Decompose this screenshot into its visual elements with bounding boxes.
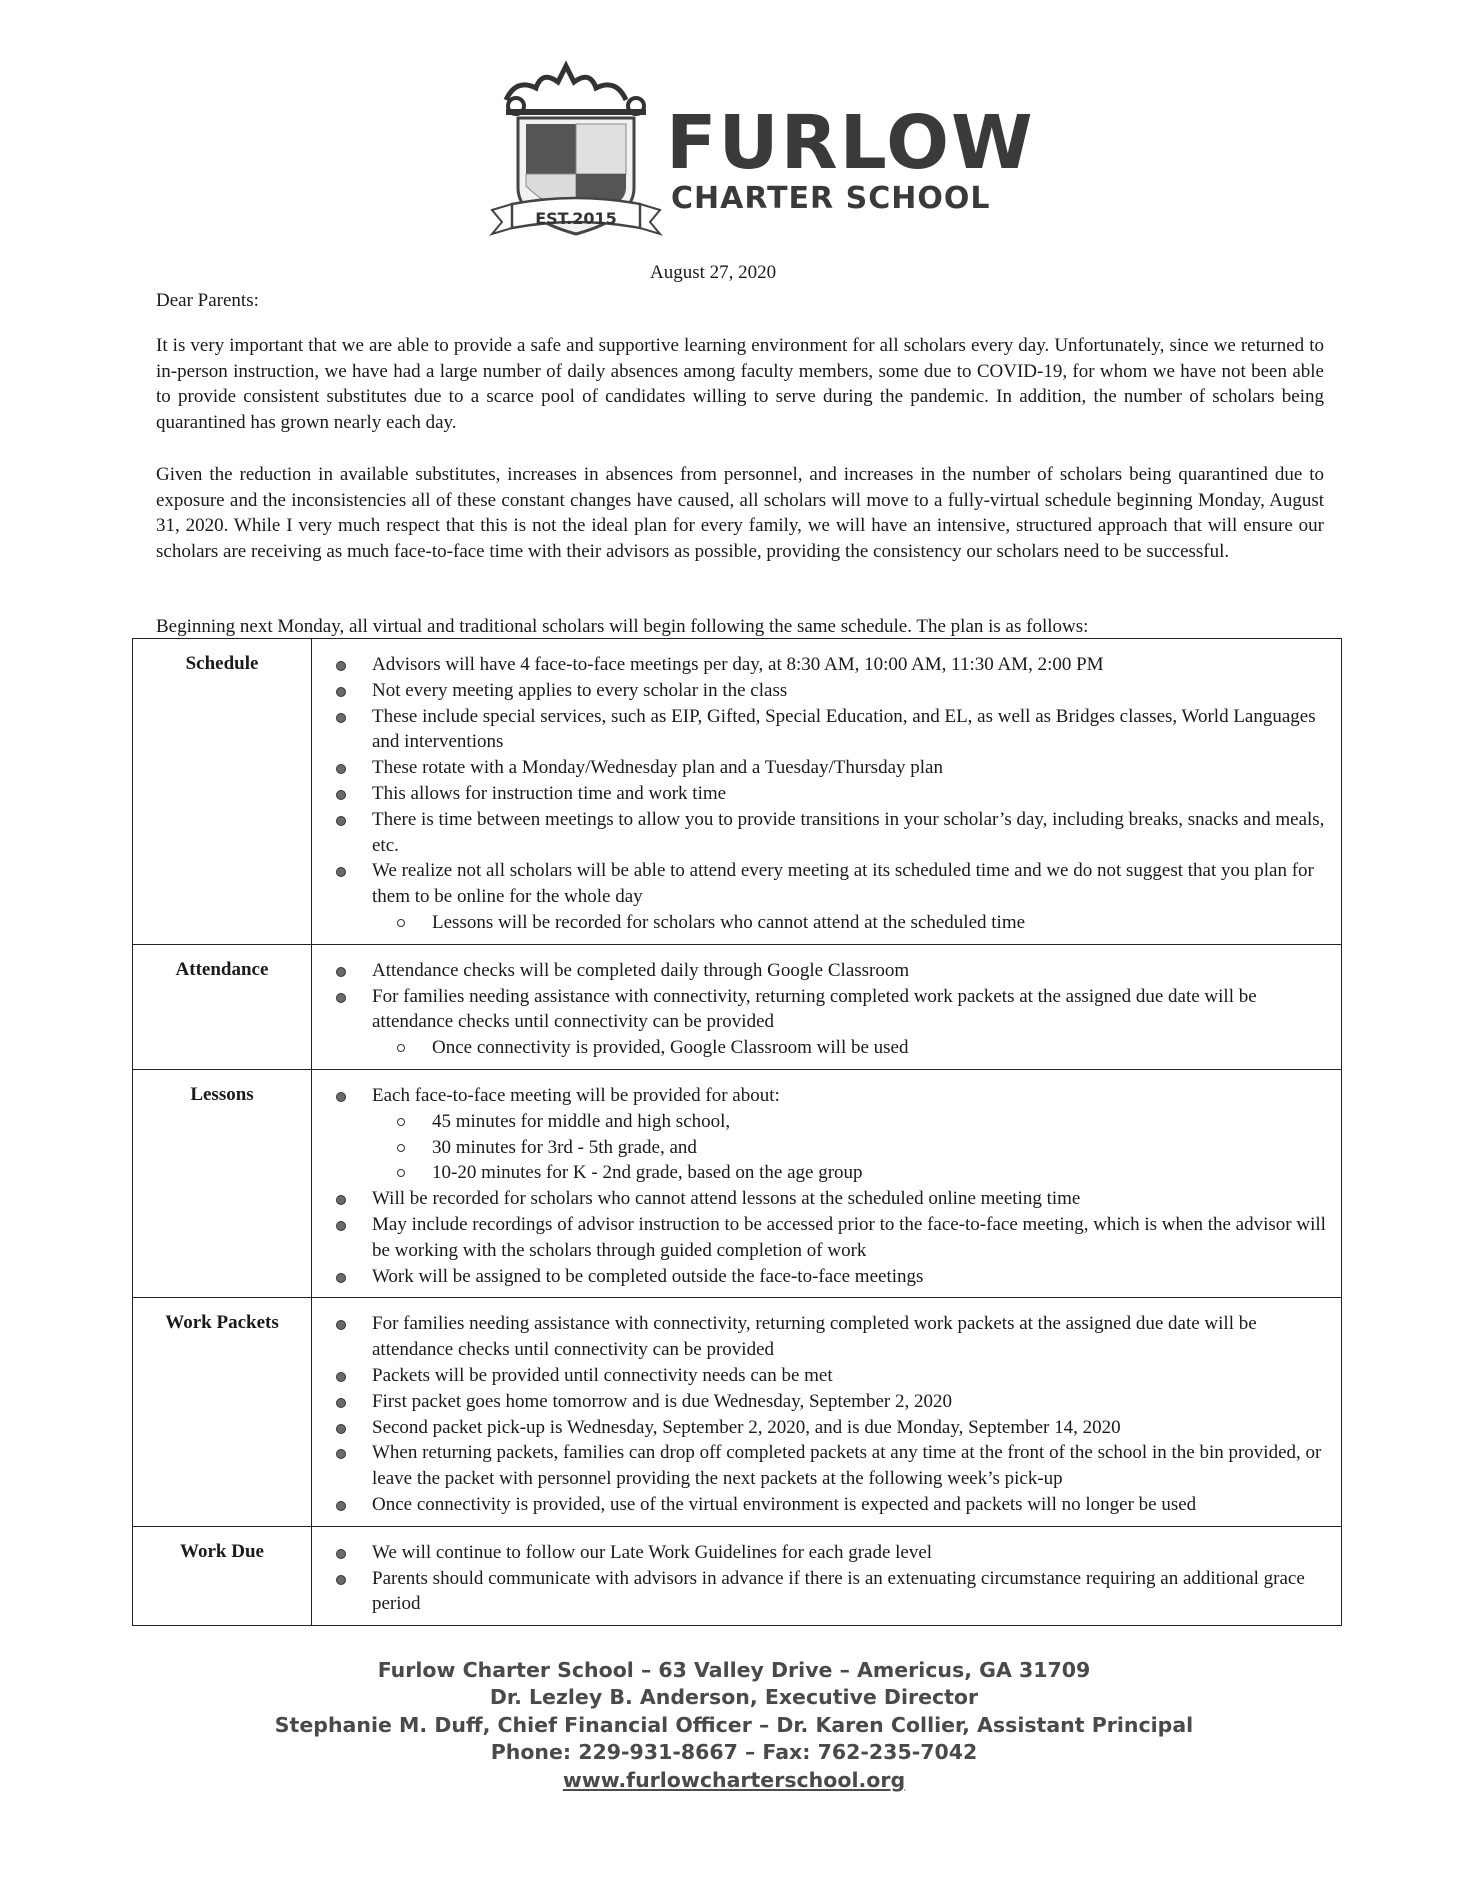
footer-staff: Stephanie M. Duff, Chief Financial Officer – Dr. Karen Collier, Assistant Principal	[274, 1712, 1194, 1737]
plan-table	[132, 638, 1342, 1626]
footer	[0, 1657, 1468, 1794]
school-logo	[486, 60, 1035, 250]
footer-director: Dr. Lezley B. Anderson, Executive Director	[489, 1685, 979, 1710]
footer-phone-fax: Phone: 229-931-8667 – Fax: 762-235-7042	[490, 1740, 978, 1765]
list-item: Each face-to-face meeting will be provided for about:	[320, 1083, 1333, 1109]
sub-list-item: Lessons will be recorded for scholars who cannot attend at the scheduled time	[320, 910, 1333, 936]
list-item: These rotate with a Monday/Wednesday plan and a Tuesday/Thursday plan	[320, 755, 1333, 781]
list-item: We realize not all scholars will be able to attend every meeting at its scheduled time and we do not suggest that you plan for them to be online for the whole day	[320, 858, 1333, 910]
list-item: These include special services, such as EIP, Gifted, Special Education, and EL, as well as Bridges classes, World Languages and interventions	[320, 704, 1333, 756]
letter-date: August 27, 2020	[650, 262, 777, 283]
category-label: Schedule	[133, 639, 312, 945]
sub-list-item: 45 minutes for middle and high school,	[320, 1109, 1333, 1135]
paragraph-2: Given the reduction in available substitutes, increases in absences from personnel, and increases in the number of scholars being quarantined due to exposure and the inconsistencies all of these constant changes have caused, all scholars will move to a fully-virtual schedule beginning Monday, August 31, 2020. While I very much respect that this is not the ideal plan for every family, we will have an intensive, structured approach that will ensure our scholars are receiving as much face-to-face time with their advisors as possible, providing the consistency our scholars need to be successful.	[156, 464, 1324, 562]
list-item: When returning packets, families can drop off completed packets at any time at the front of the school in the bin provided, or leave the packet with personnel providing the next packets at the following week’s pick-up	[320, 1440, 1333, 1492]
list-item: Parents should communicate with advisors in advance if there is an extenuating circumstance requiring an additional grace period	[320, 1566, 1333, 1618]
category-items	[312, 944, 1342, 1069]
table-row-schedule	[133, 639, 1342, 945]
table-row-work-packets	[133, 1298, 1342, 1526]
list-item: May include recordings of advisor instruction to be accessed prior to the face-to-face meeting, which is when the advisor will be working with the scholars through guided completion of work	[320, 1212, 1333, 1264]
list-item: Not every meeting applies to every scholar in the class	[320, 678, 1333, 704]
paragraph-1: It is very important that we are able to provide a safe and supportive learning environment for all scholars every day. Unfortunately, since we returned to in-person instruction, we have had a large number of daily absences among faculty members, some due to COVID-19, for whom we have not been able to provide consistent substitutes due to a scarce pool of candidates willing to serve during the pandemic. In addition, the number of scholars being quarantined has grown nearly each day.	[156, 335, 1324, 433]
list-item: Once connectivity is provided, use of the virtual environment is expected and packets will no longer be used	[320, 1492, 1333, 1518]
crest-icon	[486, 60, 666, 250]
list-item: This allows for instruction time and work time	[320, 781, 1333, 807]
category-label: Work Due	[133, 1526, 312, 1625]
school-name: FURLOW	[666, 100, 1035, 186]
list-item: Work will be assigned to be completed outside the face-to-face meetings	[320, 1264, 1333, 1290]
category-items	[312, 1526, 1342, 1625]
category-label: Attendance	[133, 944, 312, 1069]
category-items	[312, 1069, 1342, 1297]
list-item: Advisors will have 4 face-to-face meetings per day, at 8:30 AM, 10:00 AM, 11:30 AM, 2:00 PM	[320, 652, 1333, 678]
website-link[interactable]: www.furlowcharterschool.org	[562, 1767, 906, 1792]
list-item: Attendance checks will be completed daily through Google Classroom	[320, 958, 1333, 984]
school-subtitle: CHARTER SCHOOL	[671, 181, 991, 216]
category-label: Work Packets	[133, 1298, 312, 1526]
list-item: For families needing assistance with connectivity, returning completed work packets at the assigned due date will be attendance checks until connectivity can be provided	[320, 1311, 1333, 1363]
salutation: Dear Parents:	[156, 290, 259, 311]
category-label: Lessons	[133, 1069, 312, 1297]
list-item: Second packet pick-up is Wednesday, September 2, 2020, and is due Monday, September 14, 2020	[320, 1415, 1333, 1441]
list-item: First packet goes home tomorrow and is due Wednesday, September 2, 2020	[320, 1389, 1333, 1415]
footer-address: Furlow Charter School – 63 Valley Drive – Americus, GA 31709	[377, 1658, 1091, 1682]
table-row-lessons	[133, 1069, 1342, 1297]
sub-list-item: 30 minutes for 3rd - 5th grade, and	[320, 1135, 1333, 1161]
sub-list-item: Once connectivity is provided, Google Classroom will be used	[320, 1035, 1333, 1061]
category-items	[312, 1298, 1342, 1526]
category-items	[312, 639, 1342, 945]
list-item: Will be recorded for scholars who cannot attend lessons at the scheduled online meeting time	[320, 1186, 1333, 1212]
table-row-work-due	[133, 1526, 1342, 1625]
list-item: There is time between meetings to allow you to provide transitions in your scholar’s day, including breaks, snacks and meals, etc.	[320, 807, 1333, 859]
table-row-attendance	[133, 944, 1342, 1069]
plan-intro: Beginning next Monday, all virtual and traditional scholars will begin following the same schedule. The plan is as follows:	[156, 616, 1089, 637]
sub-list-item: 10-20 minutes for K - 2nd grade, based on the age group	[320, 1160, 1333, 1186]
list-item: Packets will be provided until connectivity needs can be met	[320, 1363, 1333, 1389]
list-item: For families needing assistance with connectivity, returning completed work packets at the assigned due date will be attendance checks until connectivity can be provided	[320, 984, 1333, 1036]
list-item: We will continue to follow our Late Work Guidelines for each grade level	[320, 1540, 1333, 1566]
established-text: EST.2015	[535, 209, 617, 228]
